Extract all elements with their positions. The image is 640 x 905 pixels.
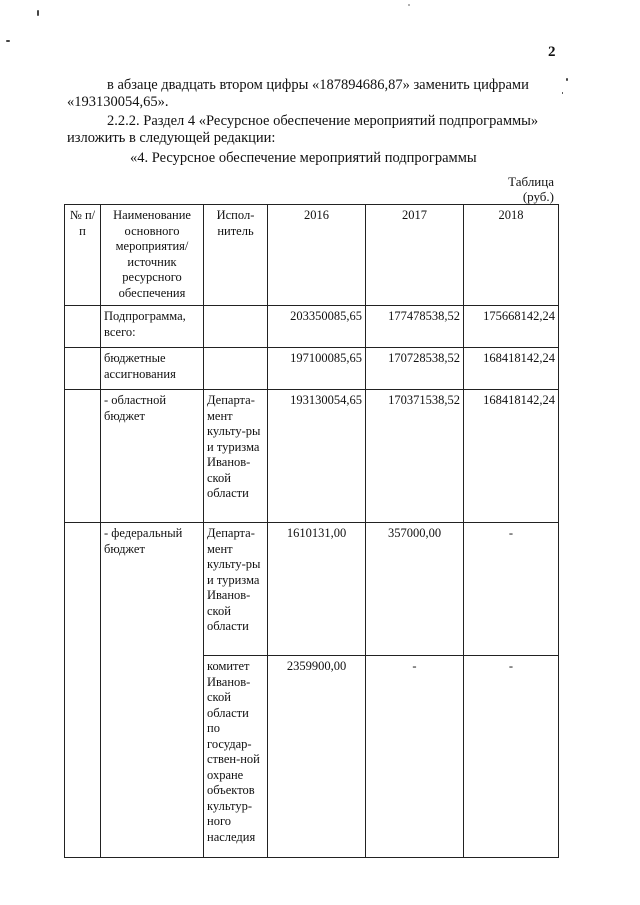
header-name: Наименование основного мероприятия/ источник ресурсного обеспечения <box>101 205 204 306</box>
cell-executor <box>204 348 268 390</box>
cell-name: бюджетные ассигнования <box>101 348 204 390</box>
cell-name: - федеральный бюджет <box>101 523 204 858</box>
header-2018: 2018 <box>464 205 559 306</box>
table-row <box>65 523 559 656</box>
table-row <box>65 390 559 523</box>
cell-2018: - <box>464 656 559 858</box>
header-num: № п/п <box>65 205 101 306</box>
resource-table <box>64 204 559 858</box>
cell-2018: 168418142,24 <box>464 390 559 523</box>
header-executor: Испол-нитель <box>204 205 268 306</box>
caption-table-label: Таблица <box>508 174 554 189</box>
cell-2017: 357000,00 <box>366 523 464 656</box>
paragraph-2-line-1: 2.2.2. Раздел 4 «Ресурсное обеспечение мероприятий подпрограммы» <box>107 113 539 129</box>
scan-speck <box>562 92 563 94</box>
cell-2018: 175668142,24 <box>464 306 559 348</box>
paragraph-1-line-1: в абзаце двадцать втором цифры «187894686,87» заменить цифрами <box>107 77 529 93</box>
cell-2016: 193130054,65 <box>268 390 366 523</box>
cell-2018: - <box>464 523 559 656</box>
cell-executor: Департа-мент культу-ры и туризма Иванов-ской области <box>204 523 268 656</box>
section-title: «4. Ресурсное обеспечение мероприятий подпрограммы <box>130 150 477 166</box>
caption-units: (руб.) <box>522 189 554 204</box>
cell-num <box>65 390 101 523</box>
cell-num <box>65 523 101 858</box>
scan-speck <box>6 40 10 42</box>
cell-name: Подпрограмма, всего: <box>101 306 204 348</box>
table-caption <box>508 174 554 204</box>
cell-executor: Департа-мент культу-ры и туризма Иванов-ской области <box>204 390 268 523</box>
scan-speck <box>408 4 410 6</box>
cell-num <box>65 348 101 390</box>
cell-2016: 2359900,00 <box>268 656 366 858</box>
cell-2016: 197100085,65 <box>268 348 366 390</box>
cell-executor: комитет Иванов-ской области по государ-ствен-ной охране объектов культур-ного наследия <box>204 656 268 858</box>
scan-speck <box>37 10 39 16</box>
cell-executor <box>204 306 268 348</box>
page-number: 2 <box>548 44 556 60</box>
header-2017: 2017 <box>366 205 464 306</box>
paragraph-1-line-2: «193130054,65». <box>67 94 169 110</box>
scan-speck <box>566 78 568 81</box>
cell-2017: 170371538,52 <box>366 390 464 523</box>
cell-2016: 1610131,00 <box>268 523 366 656</box>
cell-name: - областной бюджет <box>101 390 204 523</box>
cell-2017: 170728538,52 <box>366 348 464 390</box>
cell-2017: - <box>366 656 464 858</box>
cell-2018: 168418142,24 <box>464 348 559 390</box>
paragraph-2-line-2: изложить в следующей редакции: <box>67 130 276 146</box>
cell-num <box>65 306 101 348</box>
table-row <box>65 306 559 348</box>
table-row <box>65 348 559 390</box>
header-2016: 2016 <box>268 205 366 306</box>
cell-2016: 203350085,65 <box>268 306 366 348</box>
cell-2017: 177478538,52 <box>366 306 464 348</box>
table-header-row <box>65 205 559 306</box>
